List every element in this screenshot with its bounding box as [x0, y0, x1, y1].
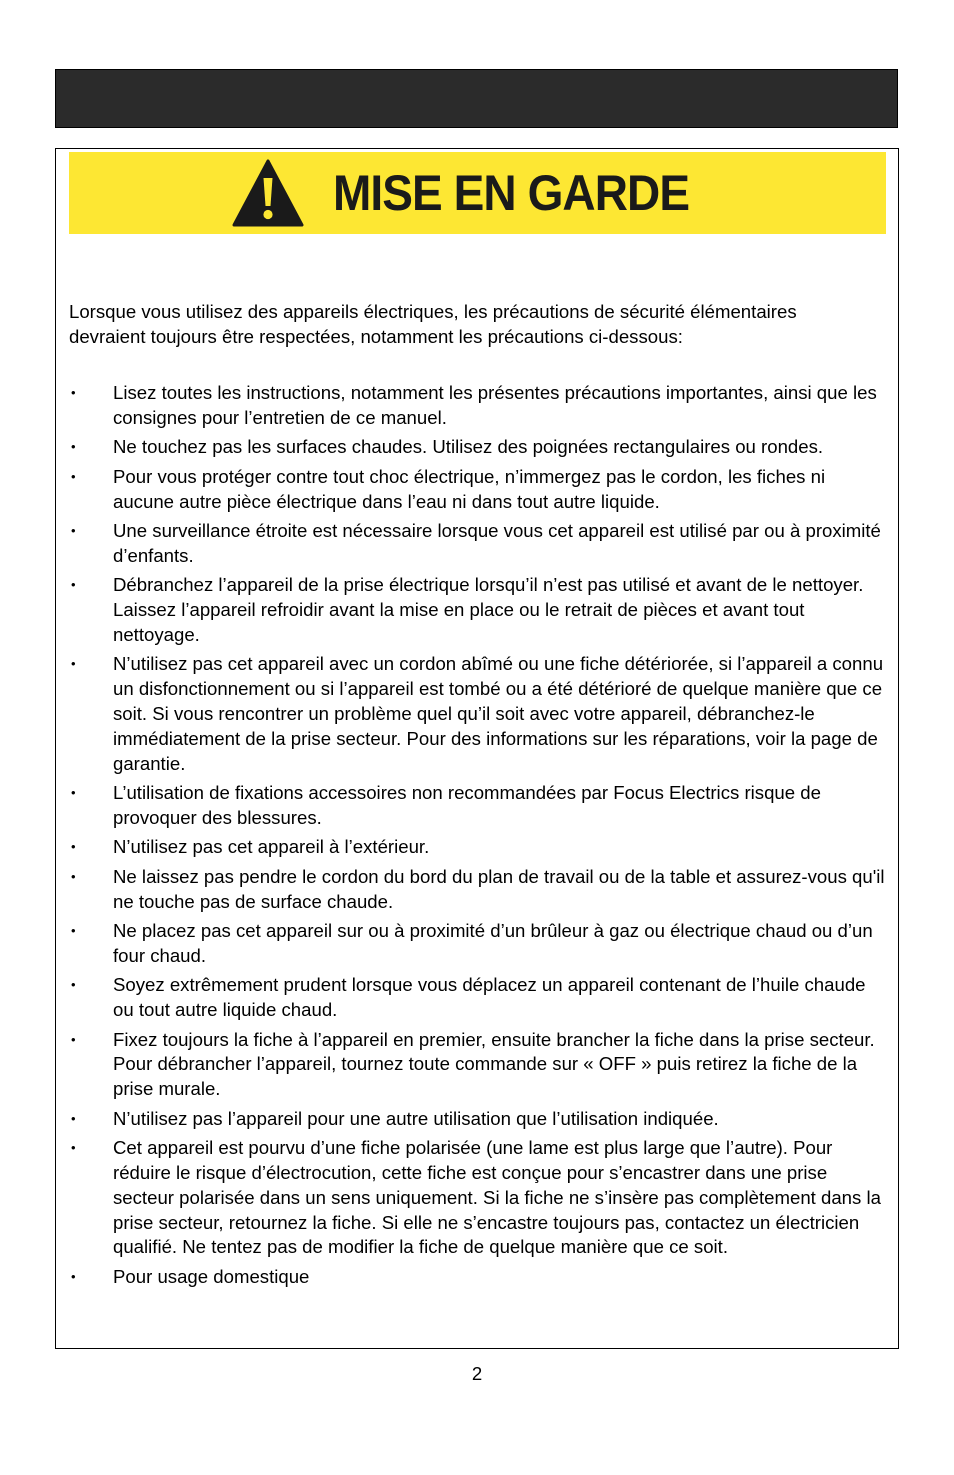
list-item-text: Soyez extrêmement prudent lorsque vous déplacez un appareil contenant de l’huile chaude ou tout autre liquide chaud.	[113, 974, 866, 1021]
list-item	[69, 381, 889, 431]
bullet-icon: •	[71, 577, 76, 593]
list-item-text: Pour usage domestique	[113, 1265, 310, 1287]
list-item	[69, 919, 889, 969]
list-item	[69, 465, 889, 515]
list-item	[69, 781, 889, 831]
bullet-icon: •	[71, 1268, 76, 1284]
list-item	[69, 519, 889, 569]
bullet-icon: •	[71, 785, 76, 801]
bullet-icon: •	[71, 468, 76, 484]
intro-paragraph: Lorsque vous utilisez des appareils électriques, les précautions de sécurité élémentaires devraient toujours être respectées, notamment les précautions ci-dessous:	[69, 301, 797, 347]
bullet-icon: •	[71, 839, 76, 855]
list-item-text: N’utilisez pas l’appareil pour une autre utilisation que l’utilisation indiquée.	[113, 1107, 719, 1129]
list-item	[69, 1028, 889, 1102]
list-item-text: Ne placez pas cet appareil sur ou à proximité d’un brûleur à gaz ou électrique chaud ou d’un four chaud.	[113, 920, 873, 966]
bullet-icon: •	[71, 385, 76, 400]
list-item-text: L’utilisation de fixations accessoires non recommandées par Focus Electrics risque de provoquer des blessures.	[113, 782, 821, 828]
header-bar	[55, 69, 898, 128]
safety-box	[55, 148, 899, 1349]
list-item	[69, 1265, 889, 1290]
bullet-icon: •	[71, 923, 76, 939]
list-item-text: N’utilisez pas cet appareil avec un cordon abîmé ou une fiche détériorée, si l’appareil a connu un disfonctionnement ou si l’appareil est tombé ou a été détérioré de quelque manière que ce soit. Si vous rencontrer un problème quel qu’il soit avec votre appareil, débranchez-le immédiatement de la prise secteur. Pour des informations sur les réparations, voir la page de garantie.	[113, 653, 884, 774]
list-item	[69, 1136, 889, 1260]
bullet-icon: •	[71, 1110, 76, 1126]
list-item-text: Lisez toutes les instructions, notamment les présentes précautions importantes, ainsi que les consignes pour l’entretien de ce manuel.	[113, 382, 877, 428]
bullet-icon: •	[71, 523, 76, 539]
list-item	[69, 835, 889, 860]
list-item-text: Débranchez l’appareil de la prise électrique lorsqu’il n’est pas utilisé et avant de le nettoyer. Laissez l’appareil refroidir avant la mise en place ou le retrait de pièces et avant tout nettoyage.	[113, 574, 864, 645]
bullet-icon: •	[71, 1140, 76, 1156]
page-number: 2	[471, 1363, 483, 1384]
list-item	[69, 865, 889, 915]
list-item	[69, 652, 889, 776]
precautions-list	[69, 381, 889, 1294]
bullet-icon: •	[71, 439, 76, 455]
warning-banner	[69, 152, 886, 234]
list-item	[69, 1107, 889, 1132]
bullet-icon: •	[71, 868, 76, 884]
list-item-text: Ne laissez pas pendre le cordon du bord du plan de travail ou de la table et assurez-vous qu'il ne touche pas de surface chaude.	[113, 865, 885, 912]
list-item-text: N’utilisez pas cet appareil à l’extérieur.	[113, 836, 430, 858]
bullet-icon: •	[71, 977, 76, 993]
list-item	[69, 573, 889, 647]
bullet-icon: •	[71, 656, 76, 672]
list-item	[69, 435, 889, 460]
list-item-text: Cet appareil est pourvu d’une fiche polarisée (une lame est plus large que l’autre). Pour réduire le risque d’électrocution, cette fiche est conçue pour s’encastrer dans une prise secteur polarisée dans un sens uniquement. Si la fiche ne s’insère pas complètement dans la prise secteur, retournez la fiche. Si elle ne s’encastre toujours pas, contactez un électricien qualifié. Ne tentez pas de modifier la fiche de quelque manière que ce soit.	[113, 1137, 881, 1258]
bullet-icon: •	[71, 1031, 76, 1047]
list-item-text: Fixez toujours la fiche à l’appareil en premier, ensuite brancher la fiche dans la prise secteur. Pour débrancher l’appareil, tournez toute commande sur « OFF » puis retirez la fiche de la prise murale.	[113, 1028, 875, 1100]
list-item-text: Ne touchez pas les surfaces chaudes. Utilisez des poignées rectangulaires ou rondes.	[113, 436, 824, 458]
list-item-text: Pour vous protéger contre tout choc électrique, n’immergez pas le cordon, les fiches ni aucune autre pièce électrique dans l’eau ni dans tout autre liquide.	[113, 465, 826, 512]
list-item	[69, 973, 889, 1023]
list-item-text: Une surveillance étroite est nécessaire lorsque vous cet appareil est utilisé par ou à proximité d’enfants.	[113, 520, 881, 566]
warning-title: MISE EN GARDE	[333, 165, 690, 221]
warning-triangle-icon	[232, 158, 304, 228]
